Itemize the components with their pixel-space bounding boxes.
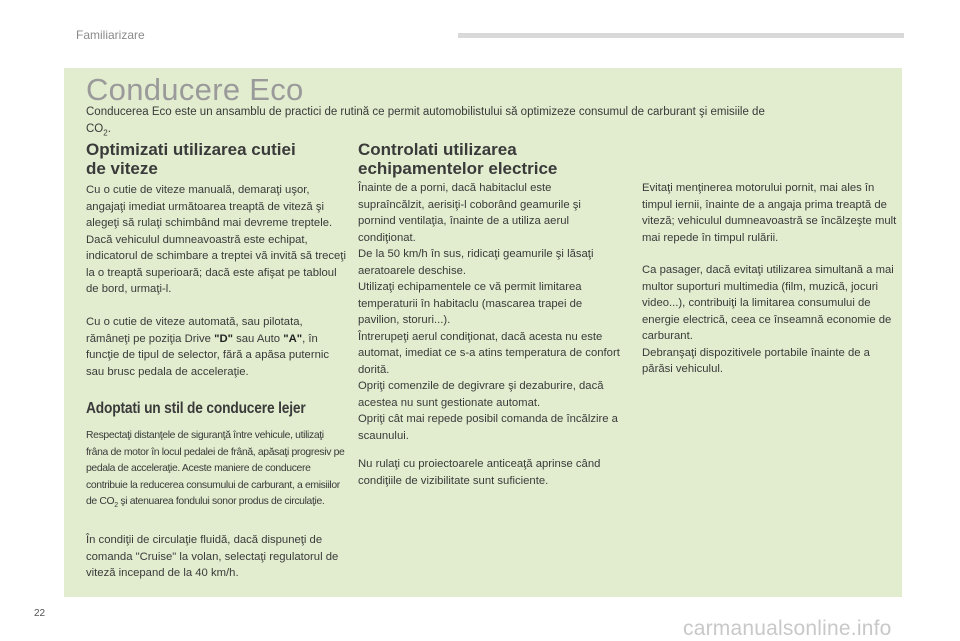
electrical-p5: Opriţi comenzile de degivrare şi dezaburire, dacă acestea nu sunt gestionate automat. [358,380,604,409]
fog-lights-paragraph: Nu rulaţi cu proiectoarele anticeaţă aprinse când condiţiile de vizibilitate sunt suficiente. [358,458,601,487]
portable-devices-paragraph: Debranşaţi dispozitivele portabile înainte de a părăsi vehiculul. [642,346,870,375]
electrical-p2: De la 50 km/h în sus, ridicaţi geamurile şi lăsaţi aeratoarele deschise. [358,248,594,277]
multimedia-paragraph: Ca pasager, dacă evitaţi utilizarea simultană a mai multor suporturi multimedia (film, muzică, jocuri video...), contribuiţi la limitarea consumului de energie electrică, ceea ce înseamnă economie de carburant. [642,264,894,342]
watermark: carmanualsonline.info [683,617,892,640]
driving-style-paragraph: Respectaţi distanţele de siguranţă între vehicule, utilizaţi frâna de motor în locul pedalei de frână, apăsaţi progresiv pe pedala de acceleraţie. Aceste maniere de conducere contribuie la reducerea consumului de carburant, a emisiilor de $CO_2$ şi atenuarea fondului sonor produs de circulaţie. [86,430,345,510]
gearbox-manual-paragraph: Cu o cutie de viteze manuală, demaraţi uşor, angajaţi imediat următoarea treaptă de viteză şi alegeţi să rulaţi schimbând mai devreme treptele. Dacă vehiculul dumneavoastră este echipat, indicatorul de schimbare a treptei vă invită să treceţi la o treaptă superioară; dacă este afişat pe tabloul de bord, urmaţi-l. [86,184,346,295]
heading-driving-style: Adoptati un stil de conducere lejer [86,400,306,417]
cruise-control-paragraph: În condiţii de circulaţie fluidă, dacă dispuneţi de comanda "Cruise" la volan, selectaţi regulatorul de viteză incepand de la 40 km/h. [86,534,339,579]
page-title: Conducere Eco [86,72,304,107]
page-number: 22 [34,608,46,619]
header-divider-bar [458,33,904,38]
electrical-p1: Înainte de a porni, dacă habitaclul este supraîncălzit, aerisiţi-l coborând geamurile şi pornind ventilaţia, înainte de a utiliza aerul condiţionat. [358,182,581,244]
passenger-paragraphs [642,262,897,378]
section-header: Familiarizare [76,28,145,42]
electrical-paragraphs [358,180,620,444]
electrical-p4: Întrerupeţi aerul condiţionat, dacă acesta nu este automat, imediat ce s-a atins temperatura de confort dorită. [358,330,620,376]
engine-idle-paragraph: Evitaţi menţinerea motorului pornit, mai ales în timpul iernii, înainte de a angaja prima treaptă de viteză; vehiculul dumneavoastră se încălzeşte mult mai repede în timpul rulării. [642,182,897,244]
heading-electrical-equipment: Controlati utilizarea echipamentelor electrice [358,140,558,178]
electrical-p6: Opriţi cât mai repede posibil comanda de încălzire a scaunului. [358,413,618,442]
heading-gearbox: Optimizati utilizarea cutiei de viteze [86,140,296,178]
gearbox-automatic-paragraph: Cu o cutie de viteze automată, sau pilotata, rămâneţi pe poziţia Drive "D" sau Auto "A", în funcţie de tipul de selector, fără a apăsa puternic sau brusc pedala de acceleraţie. [86,316,330,378]
intro-paragraph: Conducerea Eco este un ansamblu de practici de rutină ce permit automobilistului să optimizeze consumul de carburant şi emisiile de $CO_2$. [86,106,765,138]
electrical-p3: Utilizaţi echipamentele ce vă permit limitarea temperaturii în habitaclu (mascarea trapei de pavilion, storuri...). [358,281,583,326]
